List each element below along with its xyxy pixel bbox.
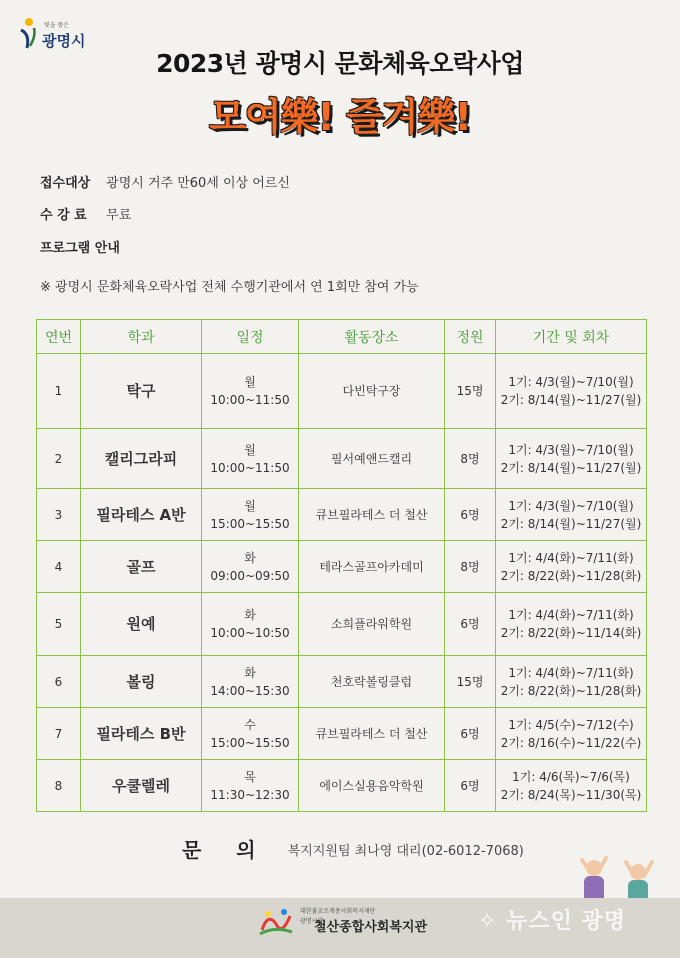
term-1: 1기: 4/4(화)~7/11(화) <box>508 608 634 622</box>
cell-course: 우쿨렐레 <box>81 760 202 812</box>
cell-place: 천호락볼링클럽 <box>299 656 445 708</box>
fee-value: 무료 <box>106 208 132 223</box>
table-row <box>37 760 647 812</box>
cell-schedule <box>202 541 299 593</box>
table-row <box>37 429 647 489</box>
cell-term <box>496 593 647 656</box>
cell-course: 원예 <box>81 593 202 656</box>
schedule-time: 10:00~11:50 <box>210 393 290 407</box>
term-2: 2기: 8/14(월)~11/27(월) <box>500 393 642 407</box>
cell-no: 3 <box>37 489 81 541</box>
cell-no: 2 <box>37 429 81 489</box>
cell-term <box>496 489 647 541</box>
cell-no: 6 <box>37 656 81 708</box>
cell-term <box>496 541 647 593</box>
table-header-row <box>37 320 647 354</box>
term-2: 2기: 8/22(화)~11/14(화) <box>500 626 642 640</box>
cell-no: 7 <box>37 708 81 760</box>
term-2: 2기: 8/14(월)~11/27(월) <box>500 460 642 475</box>
cell-term <box>496 656 647 708</box>
info-target <box>40 172 290 191</box>
target-label: 접수대상 <box>40 176 91 191</box>
term-1: 1기: 4/3(월)~7/10(월) <box>508 498 634 513</box>
cell-schedule <box>202 656 299 708</box>
cell-no: 5 <box>37 593 81 656</box>
table-row <box>37 489 647 541</box>
schedule-day: 월 <box>244 498 256 513</box>
program-table <box>36 319 647 812</box>
page-title: 2023년 광명시 문화체육오락사업 <box>156 49 524 78</box>
cell-capacity: 6명 <box>445 708 496 760</box>
welfare-center-name: 철산종합사회복지관 <box>314 920 428 935</box>
schedule-day: 월 <box>244 375 256 389</box>
cell-no: 4 <box>37 541 81 593</box>
cell-term <box>496 354 647 429</box>
page-subtitle: 모여樂! 즐겨樂! <box>209 95 471 139</box>
inquiry-label: 문 의 <box>182 838 270 862</box>
schedule-day: 화 <box>244 608 256 622</box>
program-label: 프로그램 안내 <box>40 241 120 256</box>
term-2: 2기: 8/14(월)~11/27(월) <box>500 516 642 531</box>
cell-place: 필서예앤드캘리 <box>299 429 445 489</box>
cell-place: 테라스골프아카데미 <box>299 541 445 593</box>
header-course: 학과 <box>81 320 202 354</box>
cell-schedule <box>202 429 299 489</box>
term-1: 1기: 4/6(목)~7/6(목) <box>512 769 630 784</box>
inquiry <box>182 834 524 863</box>
header-no: 연번 <box>37 320 81 354</box>
welfare-center-logo-icon <box>256 906 296 940</box>
term-1: 1기: 4/4(화)~7/11(화) <box>508 550 634 565</box>
term-1: 1기: 4/3(월)~7/10(월) <box>508 375 634 389</box>
term-2: 2기: 8/24(목)~11/30(목) <box>500 787 642 802</box>
header-schedule: 일정 <box>202 320 299 354</box>
cell-term <box>496 708 647 760</box>
schedule-time: 09:00~09:50 <box>210 568 290 583</box>
header-term: 기간 및 회차 <box>496 320 647 354</box>
watermark-text: 뉴스인 광명 <box>506 909 627 934</box>
header-capacity: 정원 <box>445 320 496 354</box>
cell-capacity: 8명 <box>445 541 496 593</box>
header-place: 활동장소 <box>299 320 445 354</box>
cell-capacity: 6명 <box>445 760 496 812</box>
table-row <box>37 593 647 656</box>
cell-schedule <box>202 489 299 541</box>
term-1: 1기: 4/5(수)~7/12(수) <box>508 717 634 732</box>
cell-capacity: 6명 <box>445 593 496 656</box>
term-2: 2기: 8/22(화)~11/28(화) <box>500 568 642 583</box>
cell-place: 다빈탁구장 <box>299 354 445 429</box>
cell-schedule <box>202 354 299 429</box>
schedule-time: 10:00~11:50 <box>210 460 290 475</box>
inquiry-contact: 복지지원팀 최나영 대리(02-6012-7068) <box>287 844 524 859</box>
info-program <box>40 237 120 256</box>
table-row <box>37 354 647 429</box>
schedule-day: 화 <box>244 550 256 565</box>
table-row <box>37 708 647 760</box>
cell-place: 큐브필라테스 더 철산 <box>299 489 445 541</box>
cell-no: 8 <box>37 760 81 812</box>
cell-schedule <box>202 593 299 656</box>
term-1: 1기: 4/3(월)~7/10(월) <box>508 442 634 457</box>
logo-slogan: 빛을 품은 <box>44 22 70 29</box>
cell-capacity: 15명 <box>445 354 496 429</box>
cell-term <box>496 760 647 812</box>
table-row <box>37 541 647 593</box>
cell-capacity: 6명 <box>445 489 496 541</box>
cell-course: 볼링 <box>81 656 202 708</box>
schedule-day: 목 <box>244 769 256 784</box>
fee-label: 수 강 료 <box>40 208 87 223</box>
org-prefix: 광명시립 <box>300 918 324 925</box>
term-1: 1기: 4/4(화)~7/11(화) <box>508 665 634 680</box>
cell-course: 필라테스 A반 <box>81 489 202 541</box>
participation-note: ※ 광명시 문화체육오락사업 전체 수행기관에서 연 1회만 참여 가능 <box>40 280 419 295</box>
target-value: 광명시 거주 만60세 이상 어르신 <box>106 176 290 191</box>
schedule-time: 14:00~15:30 <box>210 683 290 698</box>
schedule-day: 화 <box>244 665 256 680</box>
cell-term <box>496 429 647 489</box>
schedule-time: 11:30~12:30 <box>210 787 290 802</box>
info-fee <box>40 204 131 223</box>
cell-place: 소희플라워학원 <box>299 593 445 656</box>
cell-capacity: 8명 <box>445 429 496 489</box>
watermark <box>478 904 626 935</box>
schedule-day: 월 <box>244 442 256 457</box>
logo-name: 광명시 <box>42 32 86 50</box>
schedule-day: 수 <box>244 717 256 732</box>
schedule-time: 10:00~10:50 <box>210 626 290 640</box>
term-2: 2기: 8/16(수)~11/22(수) <box>500 735 642 750</box>
cell-place: 큐브필라테스 더 철산 <box>299 708 445 760</box>
watermark-icon: ✧ <box>478 909 498 934</box>
cell-course: 탁구 <box>81 354 202 429</box>
foundation-name: 대한불교조계종사회복지재단 <box>300 908 376 915</box>
cell-schedule <box>202 708 299 760</box>
schedule-time: 15:00~15:50 <box>210 735 290 750</box>
cell-schedule <box>202 760 299 812</box>
term-2: 2기: 8/22(화)~11/28(화) <box>500 683 642 698</box>
cell-course: 골프 <box>81 541 202 593</box>
table-row <box>37 656 647 708</box>
cell-no: 1 <box>37 354 81 429</box>
schedule-time: 15:00~15:50 <box>210 516 290 531</box>
cell-course: 캘리그라피 <box>81 429 202 489</box>
cell-course: 필라테스 B반 <box>81 708 202 760</box>
cell-capacity: 15명 <box>445 656 496 708</box>
cell-place: 에이스실용음악학원 <box>299 760 445 812</box>
